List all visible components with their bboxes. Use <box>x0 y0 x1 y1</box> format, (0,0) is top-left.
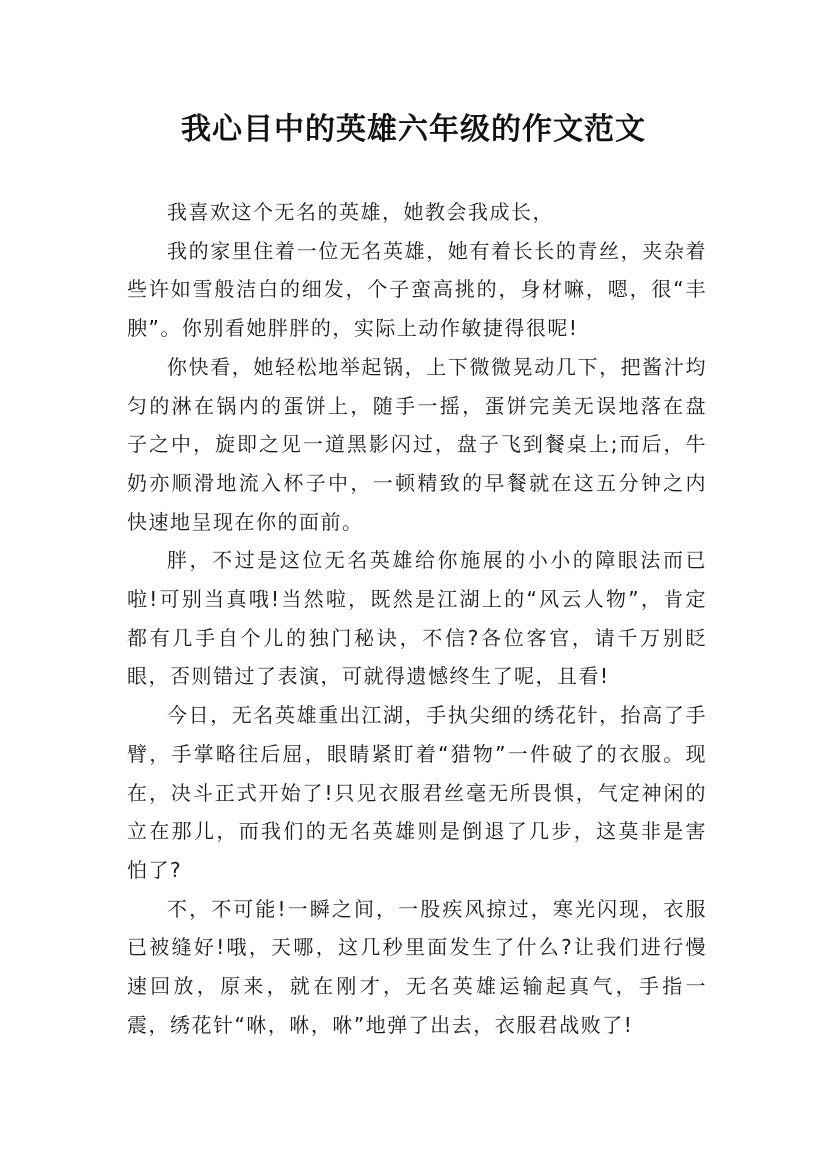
paragraph: 我喜欢这个无名的英雄，她教会我成长， <box>167 200 554 224</box>
paragraph: 你快看，她轻松地举起锅，上下微微晃动几下，把酱汁均匀的淋在锅内的蛋饼上，随手一摇，蛋饼完美无误地落在盘子之中，旋即之见一道黑影闪过，盘子飞到餐桌上;而后，牛奶亦顺滑地流入杯子中，一顿精致的早餐就在这五分钟之内快速地呈现在你的面前。 <box>127 354 707 534</box>
paragraph: 我的家里住着一位无名英雄，她有着长长的青丝，夹杂着些许如雪般洁白的细发，个子蛮高挑的，身材嘛，嗯，很“丰腴”。你别看她胖胖的，实际上动作敏捷得很呢! <box>127 238 707 341</box>
article-body <box>127 193 707 1044</box>
document-title: 我心目中的英雄六年级的作文范文 <box>181 112 646 147</box>
paragraph: 今日，无名英雄重出江湖，手执尖细的绣花针，抬高了手臂，手掌略往后屈，眼睛紧盯着“猎物”一件破了的衣服。现在，决斗正式开始了!只见衣服君丝毫无所畏惧，气定神闲的立在那儿，而我们的无名英雄则是倒退了几步，这莫非是害怕了? <box>127 703 707 882</box>
paragraph: 胖，不过是这位无名英雄给你施展的小小的障眼法而已啦!可别当真哦!当然啦，既然是江湖上的“风云人物”，肯定都有几手自个儿的独门秘诀，不信?各位客官，请千万别眨眼，否则错过了表演，可就得遗憾终生了呢，且看! <box>127 548 707 689</box>
paragraph: 不，不可能!一瞬之间，一股疾风掠过，寒光闪现，衣服已被缝好!哦，天哪，这几秒里面发生了什么?让我们进行慢速回放，原来，就在刚才，无名英雄运输起真气，手指一震，绣花针“咻，咻，咻”地弹了出去，衣服君战败了! <box>127 896 707 1037</box>
